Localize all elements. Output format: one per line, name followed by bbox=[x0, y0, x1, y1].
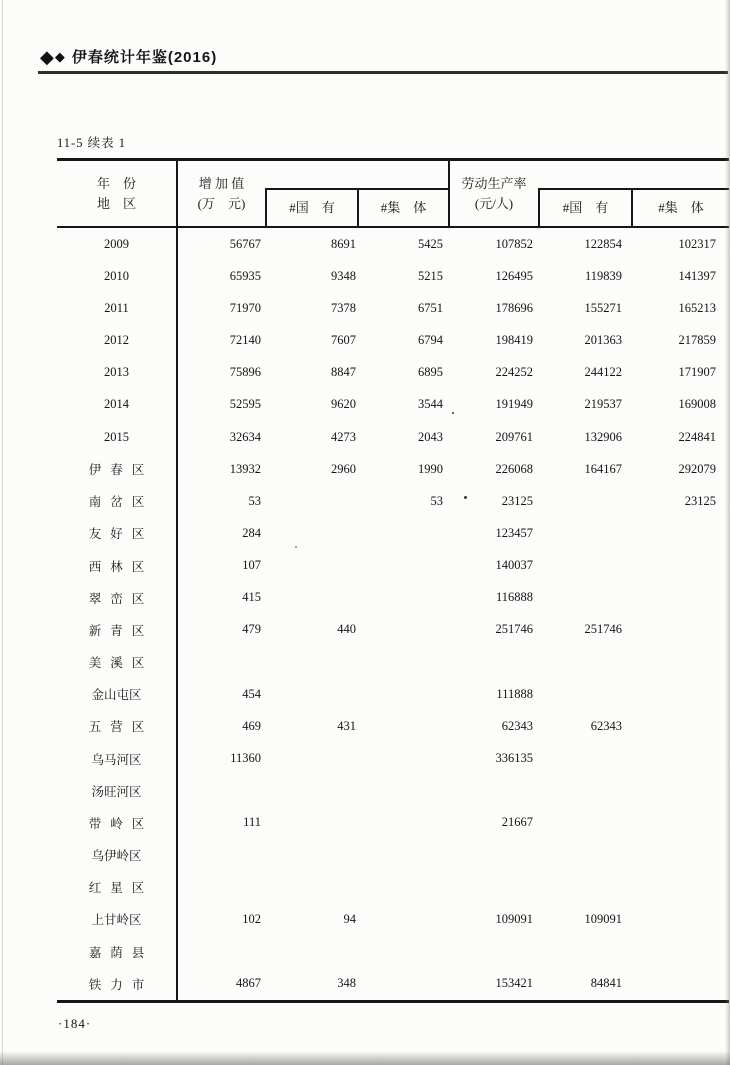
row-label: 汤旺河区 bbox=[57, 775, 178, 807]
row-label: 乌伊岭区 bbox=[57, 839, 178, 871]
table-cell: 111888 bbox=[496, 686, 533, 701]
row-label: 2010 bbox=[57, 260, 178, 292]
table-cell: 9620 bbox=[331, 397, 356, 412]
table-cell: 8691 bbox=[331, 236, 356, 251]
table-row bbox=[57, 743, 729, 775]
table-cell: 3544 bbox=[418, 397, 443, 412]
table-cell: 348 bbox=[337, 976, 356, 991]
table-cell: 217859 bbox=[678, 333, 716, 348]
table-cell bbox=[178, 839, 265, 871]
table-row bbox=[57, 775, 729, 807]
table-cell bbox=[357, 582, 448, 614]
table-cell bbox=[631, 775, 729, 807]
table-cell bbox=[538, 582, 631, 614]
table-cell bbox=[265, 646, 357, 678]
table-cell: 164167 bbox=[584, 461, 622, 476]
col-header-added-value bbox=[178, 161, 265, 226]
table-row bbox=[57, 935, 729, 967]
col-header-year-region bbox=[57, 161, 178, 226]
table-cell: 219537 bbox=[584, 397, 622, 412]
table-cell: 11360 bbox=[230, 751, 261, 766]
table-cell bbox=[631, 582, 729, 614]
table-cell: 141397 bbox=[678, 268, 716, 283]
row-label: 红星区 bbox=[57, 871, 178, 903]
table-cell: 9348 bbox=[331, 268, 356, 283]
table-cell: 5425 bbox=[418, 236, 443, 251]
table-cell: 251746 bbox=[584, 622, 622, 637]
table-cell bbox=[538, 743, 631, 775]
table-cell bbox=[538, 839, 631, 871]
table-cell: 454 bbox=[242, 686, 261, 701]
row-label: 嘉荫县 bbox=[57, 935, 178, 967]
table-cell bbox=[357, 839, 448, 871]
table-cell: 32634 bbox=[229, 429, 261, 444]
table-cell bbox=[538, 871, 631, 903]
table-cell: 479 bbox=[242, 622, 261, 637]
row-label: 2012 bbox=[57, 324, 178, 356]
table-cell bbox=[357, 550, 448, 582]
subheader-box bbox=[538, 188, 631, 226]
table-row bbox=[57, 614, 729, 646]
table-cell: 6751 bbox=[418, 300, 443, 315]
row-label: 带岭区 bbox=[57, 807, 178, 839]
table-cell: 155271 bbox=[584, 300, 622, 315]
col-header-collective-1 bbox=[357, 161, 448, 226]
table-cell: 75896 bbox=[229, 365, 261, 380]
table-cell: 62343 bbox=[501, 718, 533, 733]
table-cell bbox=[631, 678, 729, 710]
table-cell bbox=[357, 743, 448, 775]
table-cell bbox=[265, 743, 357, 775]
table-cell bbox=[631, 710, 729, 742]
table-cell: 72140 bbox=[229, 333, 261, 348]
col-header-year: 年 份 bbox=[96, 175, 136, 191]
table-cell: 6794 bbox=[418, 333, 443, 348]
table-cell bbox=[538, 807, 631, 839]
scan-edge bbox=[0, 1051, 730, 1065]
table-cell bbox=[357, 968, 448, 1000]
row-label: 乌马河区 bbox=[57, 743, 178, 775]
subheader-label: #国 有 bbox=[562, 200, 609, 215]
table-row bbox=[57, 421, 729, 453]
table-cell bbox=[178, 775, 265, 807]
row-label: 2013 bbox=[57, 357, 178, 389]
table-cell: 209761 bbox=[495, 429, 533, 444]
col-header-labor-productivity bbox=[448, 161, 538, 226]
row-label: 西林区 bbox=[57, 550, 178, 582]
table-row bbox=[57, 550, 729, 582]
diamond-icon: ◆ bbox=[54, 49, 65, 64]
table-cell bbox=[631, 743, 729, 775]
table-row bbox=[57, 839, 729, 871]
col-header-state-owned-1 bbox=[265, 161, 357, 226]
table-cell bbox=[265, 775, 357, 807]
table-cell bbox=[357, 646, 448, 678]
table-cell: 201363 bbox=[584, 333, 622, 348]
table-cell bbox=[631, 614, 729, 646]
table-row bbox=[57, 517, 729, 549]
table-cell: 415 bbox=[242, 590, 261, 605]
table-row bbox=[57, 485, 729, 517]
table-row bbox=[57, 357, 729, 389]
table-cell bbox=[265, 678, 357, 710]
table-cell bbox=[265, 807, 357, 839]
table-cell: 224841 bbox=[678, 429, 716, 444]
table-cell: 109091 bbox=[584, 911, 622, 926]
row-label: 2009 bbox=[57, 228, 178, 260]
row-label: 2014 bbox=[57, 389, 178, 421]
table-cell: 5215 bbox=[418, 268, 443, 283]
subheader-label: #国 有 bbox=[289, 200, 335, 215]
col-header-added-value-line1: 增 加 值 bbox=[198, 175, 245, 191]
table-row bbox=[57, 678, 729, 710]
table-cell: 13932 bbox=[229, 461, 261, 476]
table-cell: 178696 bbox=[495, 300, 533, 315]
subheader-box bbox=[265, 188, 357, 226]
document-title: 伊春统计年鉴(2016) bbox=[71, 49, 218, 66]
row-label: 五营区 bbox=[57, 710, 178, 742]
table-row bbox=[57, 903, 729, 935]
row-label: 2011 bbox=[57, 292, 178, 324]
table-cell bbox=[631, 517, 729, 549]
subheader-box bbox=[631, 188, 729, 226]
table-cell: 292079 bbox=[678, 461, 716, 476]
subheader-label: #集 体 bbox=[658, 200, 704, 215]
table-cell: 251746 bbox=[495, 622, 533, 637]
table-cell: 171907 bbox=[678, 365, 716, 380]
table-cell: 23125 bbox=[684, 493, 716, 508]
table-cell bbox=[631, 839, 729, 871]
table-cell: 2960 bbox=[331, 461, 356, 476]
table-cell: 440 bbox=[337, 622, 356, 637]
table-cell: 469 bbox=[242, 718, 261, 733]
subheader-box bbox=[357, 188, 448, 226]
row-label: 伊春区 bbox=[57, 453, 178, 485]
diamond-icon: ◆ bbox=[40, 46, 54, 67]
table-cell bbox=[178, 646, 265, 678]
col-header-state-owned-2 bbox=[538, 161, 631, 226]
table-cell: 62343 bbox=[590, 718, 622, 733]
table-cell: 165213 bbox=[678, 300, 716, 315]
row-label: 2015 bbox=[57, 421, 178, 453]
table-cell: 116888 bbox=[495, 590, 533, 605]
table-cell bbox=[448, 775, 538, 807]
table-cell bbox=[631, 646, 729, 678]
table-cell: 2043 bbox=[418, 429, 443, 444]
scan-speck bbox=[464, 496, 467, 499]
table-cell bbox=[357, 903, 448, 935]
table-cell bbox=[538, 678, 631, 710]
table-cell: 102317 bbox=[678, 236, 716, 251]
table-cell: 53 bbox=[430, 493, 443, 508]
table-cell bbox=[357, 807, 448, 839]
table-cell: 1990 bbox=[418, 461, 443, 476]
table-cell: 198419 bbox=[495, 333, 533, 348]
table-cell: 191949 bbox=[495, 397, 533, 412]
table-cell bbox=[448, 871, 538, 903]
col-header-added-value-unit: (万 元) bbox=[197, 195, 246, 211]
table-cell bbox=[538, 935, 631, 967]
table-cell: 107852 bbox=[495, 236, 533, 251]
scan-speck bbox=[452, 412, 454, 414]
col-header-collective-2 bbox=[631, 161, 729, 226]
table-cell bbox=[538, 517, 631, 549]
table-cell: 102 bbox=[242, 911, 261, 926]
table-cell: 21667 bbox=[501, 815, 533, 830]
table-cell bbox=[357, 935, 448, 967]
table-cell: 224252 bbox=[495, 365, 533, 380]
table-cell: 107 bbox=[242, 558, 261, 573]
scan-edge bbox=[2, 0, 3, 1065]
table-cell bbox=[631, 550, 729, 582]
table-row bbox=[57, 453, 729, 485]
table-cell bbox=[357, 871, 448, 903]
table-cell: 336135 bbox=[495, 751, 533, 766]
row-label: 新青区 bbox=[57, 614, 178, 646]
table-cell: 122854 bbox=[584, 236, 622, 251]
table-cell: 284 bbox=[242, 525, 261, 540]
table-cell: 53 bbox=[248, 493, 261, 508]
row-label: 铁力市 bbox=[57, 968, 178, 1000]
table-cell: 71970 bbox=[229, 300, 261, 315]
table-cell: 8847 bbox=[331, 365, 356, 380]
row-label: 美溪区 bbox=[57, 646, 178, 678]
table-cell bbox=[357, 614, 448, 646]
table-cell: 94 bbox=[343, 911, 356, 926]
table-cell: 226068 bbox=[495, 461, 533, 476]
table-caption: 11-5 续表 1 bbox=[57, 136, 126, 150]
table-row bbox=[57, 968, 729, 1000]
table-cell bbox=[265, 550, 357, 582]
table-cell: 6895 bbox=[418, 365, 443, 380]
col-header-region: 地 区 bbox=[96, 195, 136, 211]
table-cell bbox=[538, 646, 631, 678]
table-cell bbox=[265, 517, 357, 549]
table-cell: 169008 bbox=[678, 397, 716, 412]
row-label: 上甘岭区 bbox=[57, 903, 178, 935]
table-cell: 52595 bbox=[229, 397, 261, 412]
table-cell: 4273 bbox=[331, 429, 356, 444]
statistics-table bbox=[57, 158, 729, 1003]
header-rule bbox=[38, 71, 728, 74]
table-cell bbox=[265, 839, 357, 871]
scan-speck bbox=[295, 546, 297, 548]
table-cell: 56767 bbox=[229, 236, 261, 251]
subheader-label: #集 体 bbox=[380, 200, 427, 215]
table-cell: 244122 bbox=[584, 365, 622, 380]
row-label: 金山屯区 bbox=[57, 678, 178, 710]
table-row bbox=[57, 807, 729, 839]
scan-edge bbox=[725, 0, 730, 1065]
table-cell bbox=[538, 775, 631, 807]
table-cell: 132906 bbox=[584, 429, 622, 444]
table-row bbox=[57, 582, 729, 614]
table-row bbox=[57, 228, 729, 260]
table-row bbox=[57, 710, 729, 742]
table-body bbox=[57, 228, 729, 1003]
table-cell: 109091 bbox=[495, 911, 533, 926]
table-cell bbox=[538, 485, 631, 517]
table-cell bbox=[265, 582, 357, 614]
table-cell bbox=[357, 517, 448, 549]
table-row bbox=[57, 260, 729, 292]
table-cell bbox=[448, 646, 538, 678]
col-header-labor-productivity-line1: 劳动生产率 bbox=[461, 175, 527, 191]
col-header-labor-productivity-unit: (元/人) bbox=[474, 195, 514, 211]
table-cell bbox=[631, 903, 729, 935]
table-cell bbox=[357, 678, 448, 710]
table-cell: 140037 bbox=[495, 558, 533, 573]
table-header-row bbox=[57, 158, 729, 228]
table-cell: 431 bbox=[337, 718, 356, 733]
running-head bbox=[40, 46, 217, 67]
table-row bbox=[57, 324, 729, 356]
table-row bbox=[57, 646, 729, 678]
table-cell bbox=[265, 935, 357, 967]
table-row bbox=[57, 871, 729, 903]
table-cell bbox=[178, 871, 265, 903]
table-cell: 123457 bbox=[495, 525, 533, 540]
table-cell: 111 bbox=[243, 815, 261, 830]
row-label: 翠峦区 bbox=[57, 582, 178, 614]
page-number: ·184· bbox=[58, 1016, 92, 1031]
table-cell: 84841 bbox=[590, 976, 622, 991]
table-cell bbox=[538, 550, 631, 582]
table-cell bbox=[631, 968, 729, 1000]
row-label: 友好区 bbox=[57, 517, 178, 549]
table-cell: 126495 bbox=[495, 268, 533, 283]
table-cell: 23125 bbox=[501, 493, 533, 508]
table-cell: 7378 bbox=[331, 300, 356, 315]
table-row bbox=[57, 389, 729, 421]
table-cell bbox=[448, 935, 538, 967]
table-row bbox=[57, 292, 729, 324]
table-cell bbox=[357, 710, 448, 742]
table-cell bbox=[265, 871, 357, 903]
table-cell: 4867 bbox=[236, 976, 261, 991]
table-cell bbox=[631, 807, 729, 839]
table-cell: 153421 bbox=[495, 976, 533, 991]
table-cell: 7607 bbox=[331, 333, 356, 348]
table-cell bbox=[357, 775, 448, 807]
table-cell bbox=[631, 935, 729, 967]
table-cell bbox=[631, 871, 729, 903]
table-cell: 65935 bbox=[229, 268, 261, 283]
table-cell bbox=[265, 485, 357, 517]
row-label: 南岔区 bbox=[57, 485, 178, 517]
table-cell bbox=[448, 839, 538, 871]
table-cell bbox=[178, 935, 265, 967]
table-cell: 119839 bbox=[584, 268, 622, 283]
